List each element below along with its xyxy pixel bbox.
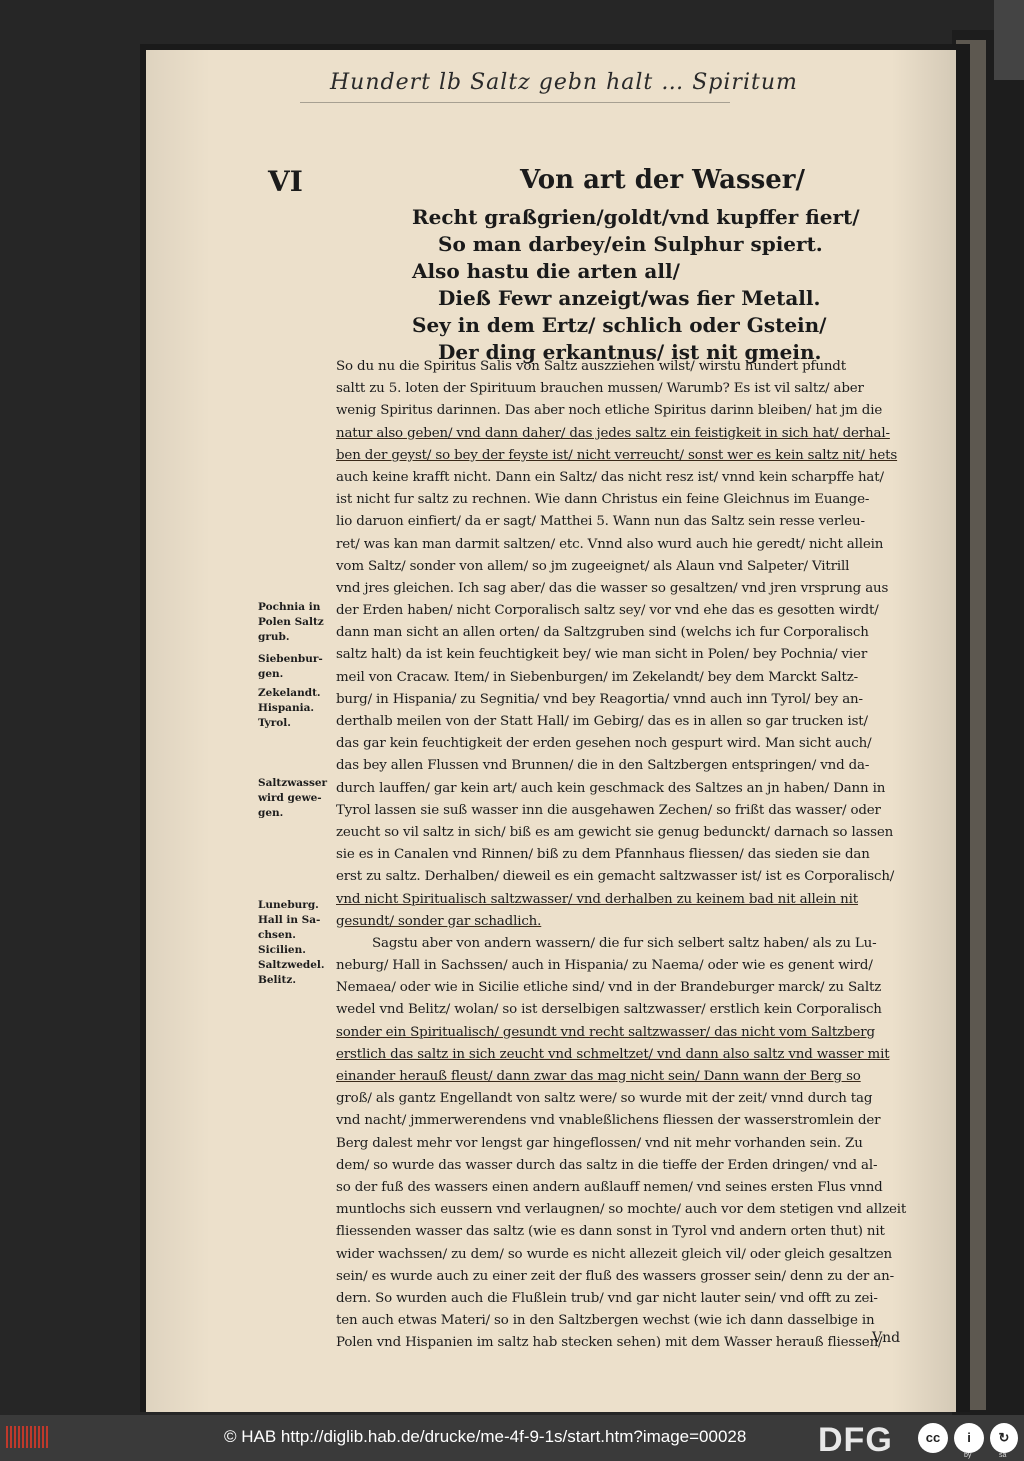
text-line: neburg/ Hall in Sachssen/ auch in Hispania/ zu Naema/ oder wie es genent wird/: [336, 958, 873, 974]
text-line: meil von Cracaw. Item/ in Siebenburgen/ im Zekelandt/ bey dem Marckt Saltz-: [336, 669, 859, 685]
margin-note-pochnia: [258, 600, 338, 645]
text-line: muntlochs sich eussern vnd verlaugnen/ so mochte/ auch vor dem stetigen vnd allzeit: [336, 1202, 907, 1218]
verse-line: Recht graßgrien/goldt/vnd kupffer fiert/: [412, 205, 860, 229]
margin-note-line: Pochnia in: [258, 601, 321, 613]
text-line: dem/ so wurde das wasser durch das saltz in die tieffe der Erden dringen/ vnd al-: [336, 1157, 878, 1173]
text-line: das bey allen Flussen vnd Brunnen/ die in den Saltzbergen entspringen/ vnd da-: [336, 758, 870, 774]
by-license-icon[interactable]: i: [954, 1423, 984, 1453]
margin-note-line: Sicilien.: [258, 944, 306, 956]
text-line: so der fuß des wassers einen andern außlauff nemen/ vnd seines ersten Flus vnnd: [336, 1179, 883, 1195]
margin-note-line: gen.: [258, 668, 284, 680]
text-line: durch lauffen/ gar kein art/ auch kein geschmack des Saltzes an jn haben/ Dann in: [336, 780, 886, 796]
verse-line: So man darbey/ein Sulphur spiert.: [438, 232, 823, 256]
text-line: auch keine krafft nicht. Dann ein Saltz/ das nicht resz ist/ vnnd kein scharpffe hat/: [336, 469, 884, 485]
margin-note-line: Saltzwasser: [258, 777, 328, 789]
verse-block: [412, 204, 860, 366]
margin-note-saltzwasser: [258, 776, 338, 821]
barcode-icon: [6, 1426, 48, 1448]
margin-note-line: Belitz.: [258, 974, 297, 986]
margin-note-line: gen.: [258, 807, 284, 819]
running-head: Von art der Wasser/: [520, 165, 805, 195]
margin-note-line: Zekelandt.: [258, 687, 321, 699]
folio-number: VI: [268, 165, 303, 198]
margin-note-line: Tyrol.: [258, 717, 291, 729]
text-line: So du nu die Spiritus Salis von Saltz auszziehen wilst/ wirstu hundert pfundt: [336, 359, 846, 374]
margin-note-luneburg: [258, 898, 338, 988]
verse-line: Also hastu die arten all/: [412, 259, 680, 283]
text-line: erstlich das saltz in sich zeucht vnd schmeltzet/ vnd dann also saltz vnd wasser mit: [336, 1046, 890, 1062]
body-text: [336, 356, 932, 1354]
text-line: vnd nacht/ jmmerwerendens vnd vnableßlichens fliessen der wasserstromlein der: [336, 1113, 881, 1129]
text-line: wider wachssen/ zu dem/ so wurde es nicht allezeit gleich vil/ oder gleich gesaltzen: [336, 1246, 892, 1262]
text-line: vnd jres gleichen. Ich sag aber/ das die wasser so gesaltzen/ vnd jren vrsprung aus: [336, 580, 889, 596]
text-line: sein/ es wurde auch zu einer zeit der fluß des wassers grosser sein/ denn zu der an-: [336, 1268, 894, 1284]
margin-note-line: grub.: [258, 631, 290, 643]
by-label: by: [964, 1452, 972, 1459]
text-line: saltz halt) da ist kein feuchtigkeit bey/ wie man sicht in Polen/ bey Pochnia/ vier: [336, 647, 868, 663]
text-line: sonder ein Spiritualisch/ gesundt vnd recht saltzwasser/ das nicht vom Saltzberg: [336, 1024, 875, 1040]
text-line: Nemaea/ oder wie in Sicilie etliche sind/ vnd in der Brandeburger marck/ zu Saltz: [336, 980, 882, 996]
margin-note-line: chsen.: [258, 929, 296, 941]
text-line: Polen vnd Hispanien im saltz hab stecken sehen) mit dem Wasser herauß fliessen/: [336, 1335, 883, 1351]
text-line: einander herauß fleust/ dann zwar das mag nicht sein/ Dann wann der Berg so: [336, 1069, 861, 1084]
margin-note-line: Polen Saltz: [258, 616, 324, 628]
catchword: Vnd: [872, 1330, 901, 1346]
text-line: zeucht so vil saltz in sich/ biß es am gewicht sie genug bedunckt/ darnach so lassen: [336, 824, 894, 840]
sa-license-icon[interactable]: ↻: [990, 1423, 1018, 1453]
text-line: Tyrol lassen sie suß wasser inn die ausgehawen Zechen/ so frißt das wasser/ oder: [336, 802, 881, 818]
book-clamp: [994, 0, 1024, 80]
copyright-link[interactable]: © HAB http://diglib.hab.de/drucke/me-4f-9-1s/start.htm?image=00028: [224, 1427, 747, 1446]
margin-note-line: Saltzwedel.: [258, 959, 325, 971]
text-line: natur also geben/ vnd dann daher/ das jedes saltz ein feistigkeit in sich hat/ derhal-: [336, 425, 890, 441]
text-line: ist nicht fur saltz zu rechnen. Wie dann Christus ein feine Gleichnus im Euange-: [336, 492, 870, 508]
margin-note-line: Siebenbur-: [258, 653, 323, 665]
text-line: wedel vnd Belitz/ wolan/ so ist derselbigen saltzwasser/ erstlich kein Corporalisch: [336, 1002, 882, 1018]
text-line: das gar kein feuchtigkeit der erden gesehen noch gespurt wird. Man sicht auch/: [336, 736, 872, 752]
margin-note-line: Hall in Sa-: [258, 914, 321, 926]
text-line: vnd nicht Spiritualisch saltzwasser/ vnd derhalben zu keinem bad nit allein nit: [336, 891, 859, 907]
text-line: der Erden haben/ nicht Corporalisch saltz sey/ vor vnd ehe das es gesotten wirdt/: [336, 603, 879, 619]
verse-line: Sey in dem Ertz/ schlich oder Gstein/: [412, 313, 827, 337]
text-line: sie es in Canalen vnd Rinnen/ biß zu dem Pfannhaus fliessen/ das sieden sie dan: [336, 847, 870, 863]
cc-license-icon[interactable]: cc: [918, 1423, 948, 1453]
verse-line: Der ding erkantnus/ ist nit gmein.: [438, 340, 822, 364]
text-line: derthalb meilen von der Statt Hall/ im Gebirg/ das es in allen so gar trucken ist/: [336, 714, 868, 729]
text-line: erst zu saltz. Derhalben/ dieweil es ein gemacht saltzwasser ist/ ist es Corporalisch/: [336, 869, 895, 885]
text-line: Sagstu aber von andern wassern/ die fur sich selbert saltz haben/ als zu Lu-: [372, 935, 877, 951]
verse-line: Dieß Fewr anzeigt/was fier Metall.: [438, 286, 821, 310]
text-line: ben der geyst/ so bey der feyste ist/ nicht verreucht/ sonst wer es kein saltz nit/ hets: [336, 447, 898, 463]
text-line: wenig Spiritus darinnen. Das aber noch etliche Spiritus darinn bleiben/ hat jm die: [336, 403, 883, 419]
text-line: fliessenden wasser das saltz (wie es dann sonst in Tyrol vnd andern orten thut) nit: [336, 1224, 885, 1240]
text-line: ten auch etwas Materi/ so in den Saltzbergen wechst (wie ich dann dasselbige in: [336, 1313, 875, 1329]
text-line: dann man sicht an allen orten/ da Saltzgruben sind (welchs ich fur Corporalisch: [336, 625, 869, 641]
margin-note-zekelandt: [258, 686, 338, 731]
margin-note-line: wird gewe-: [258, 792, 322, 804]
text-line: Berg dalest mehr vor lengst gar hingeflossen/ vnd nit mehr vorhanden sein. Zu: [336, 1135, 863, 1151]
text-line: gesundt/ sonder gar schadlich.: [336, 913, 542, 929]
margin-note-line: Hispania.: [258, 702, 315, 714]
text-line: dern. So wurden auch die Flußlein trub/ vnd gar nicht lauter sein/ vnd offt zu zei-: [336, 1290, 878, 1306]
sa-label: sa: [999, 1452, 1007, 1459]
text-line: lio daruon einfiert/ da er sagt/ Matthei 5. Wann nun das Saltz sein resse verleu-: [336, 514, 865, 530]
margin-note-siebenburgen: [258, 652, 338, 682]
margin-note-line: Luneburg.: [258, 899, 319, 911]
text-line: groß/ als gantz Engellandt von saltz were/ so wurde mit der zeit/ vnnd durch tag: [336, 1091, 873, 1107]
handwritten-note: Hundert lb Saltz gebn halt … Spiritum: [330, 70, 798, 95]
text-line: burg/ in Hispania/ zu Segnitia/ vnd bey Reagortia/ vnnd auch inn Tyrol/ bey an-: [336, 691, 863, 707]
text-line: saltt zu 5. loten der Spirituum brauchen mussen/ Warumb? Es ist vil saltz/ aber: [336, 381, 864, 397]
text-line: vom Saltz/ sonder von allem/ so jm zugeeignet/ als Alaun vnd Salpeter/ Vitrill: [336, 558, 850, 574]
dfg-logo: DFG: [818, 1421, 893, 1459]
handwriting-rule: [300, 102, 730, 103]
text-line: ret/ was kan man darmit saltzen/ etc. Vnnd also wurd auch hie geredt/ nicht allein: [336, 536, 884, 552]
